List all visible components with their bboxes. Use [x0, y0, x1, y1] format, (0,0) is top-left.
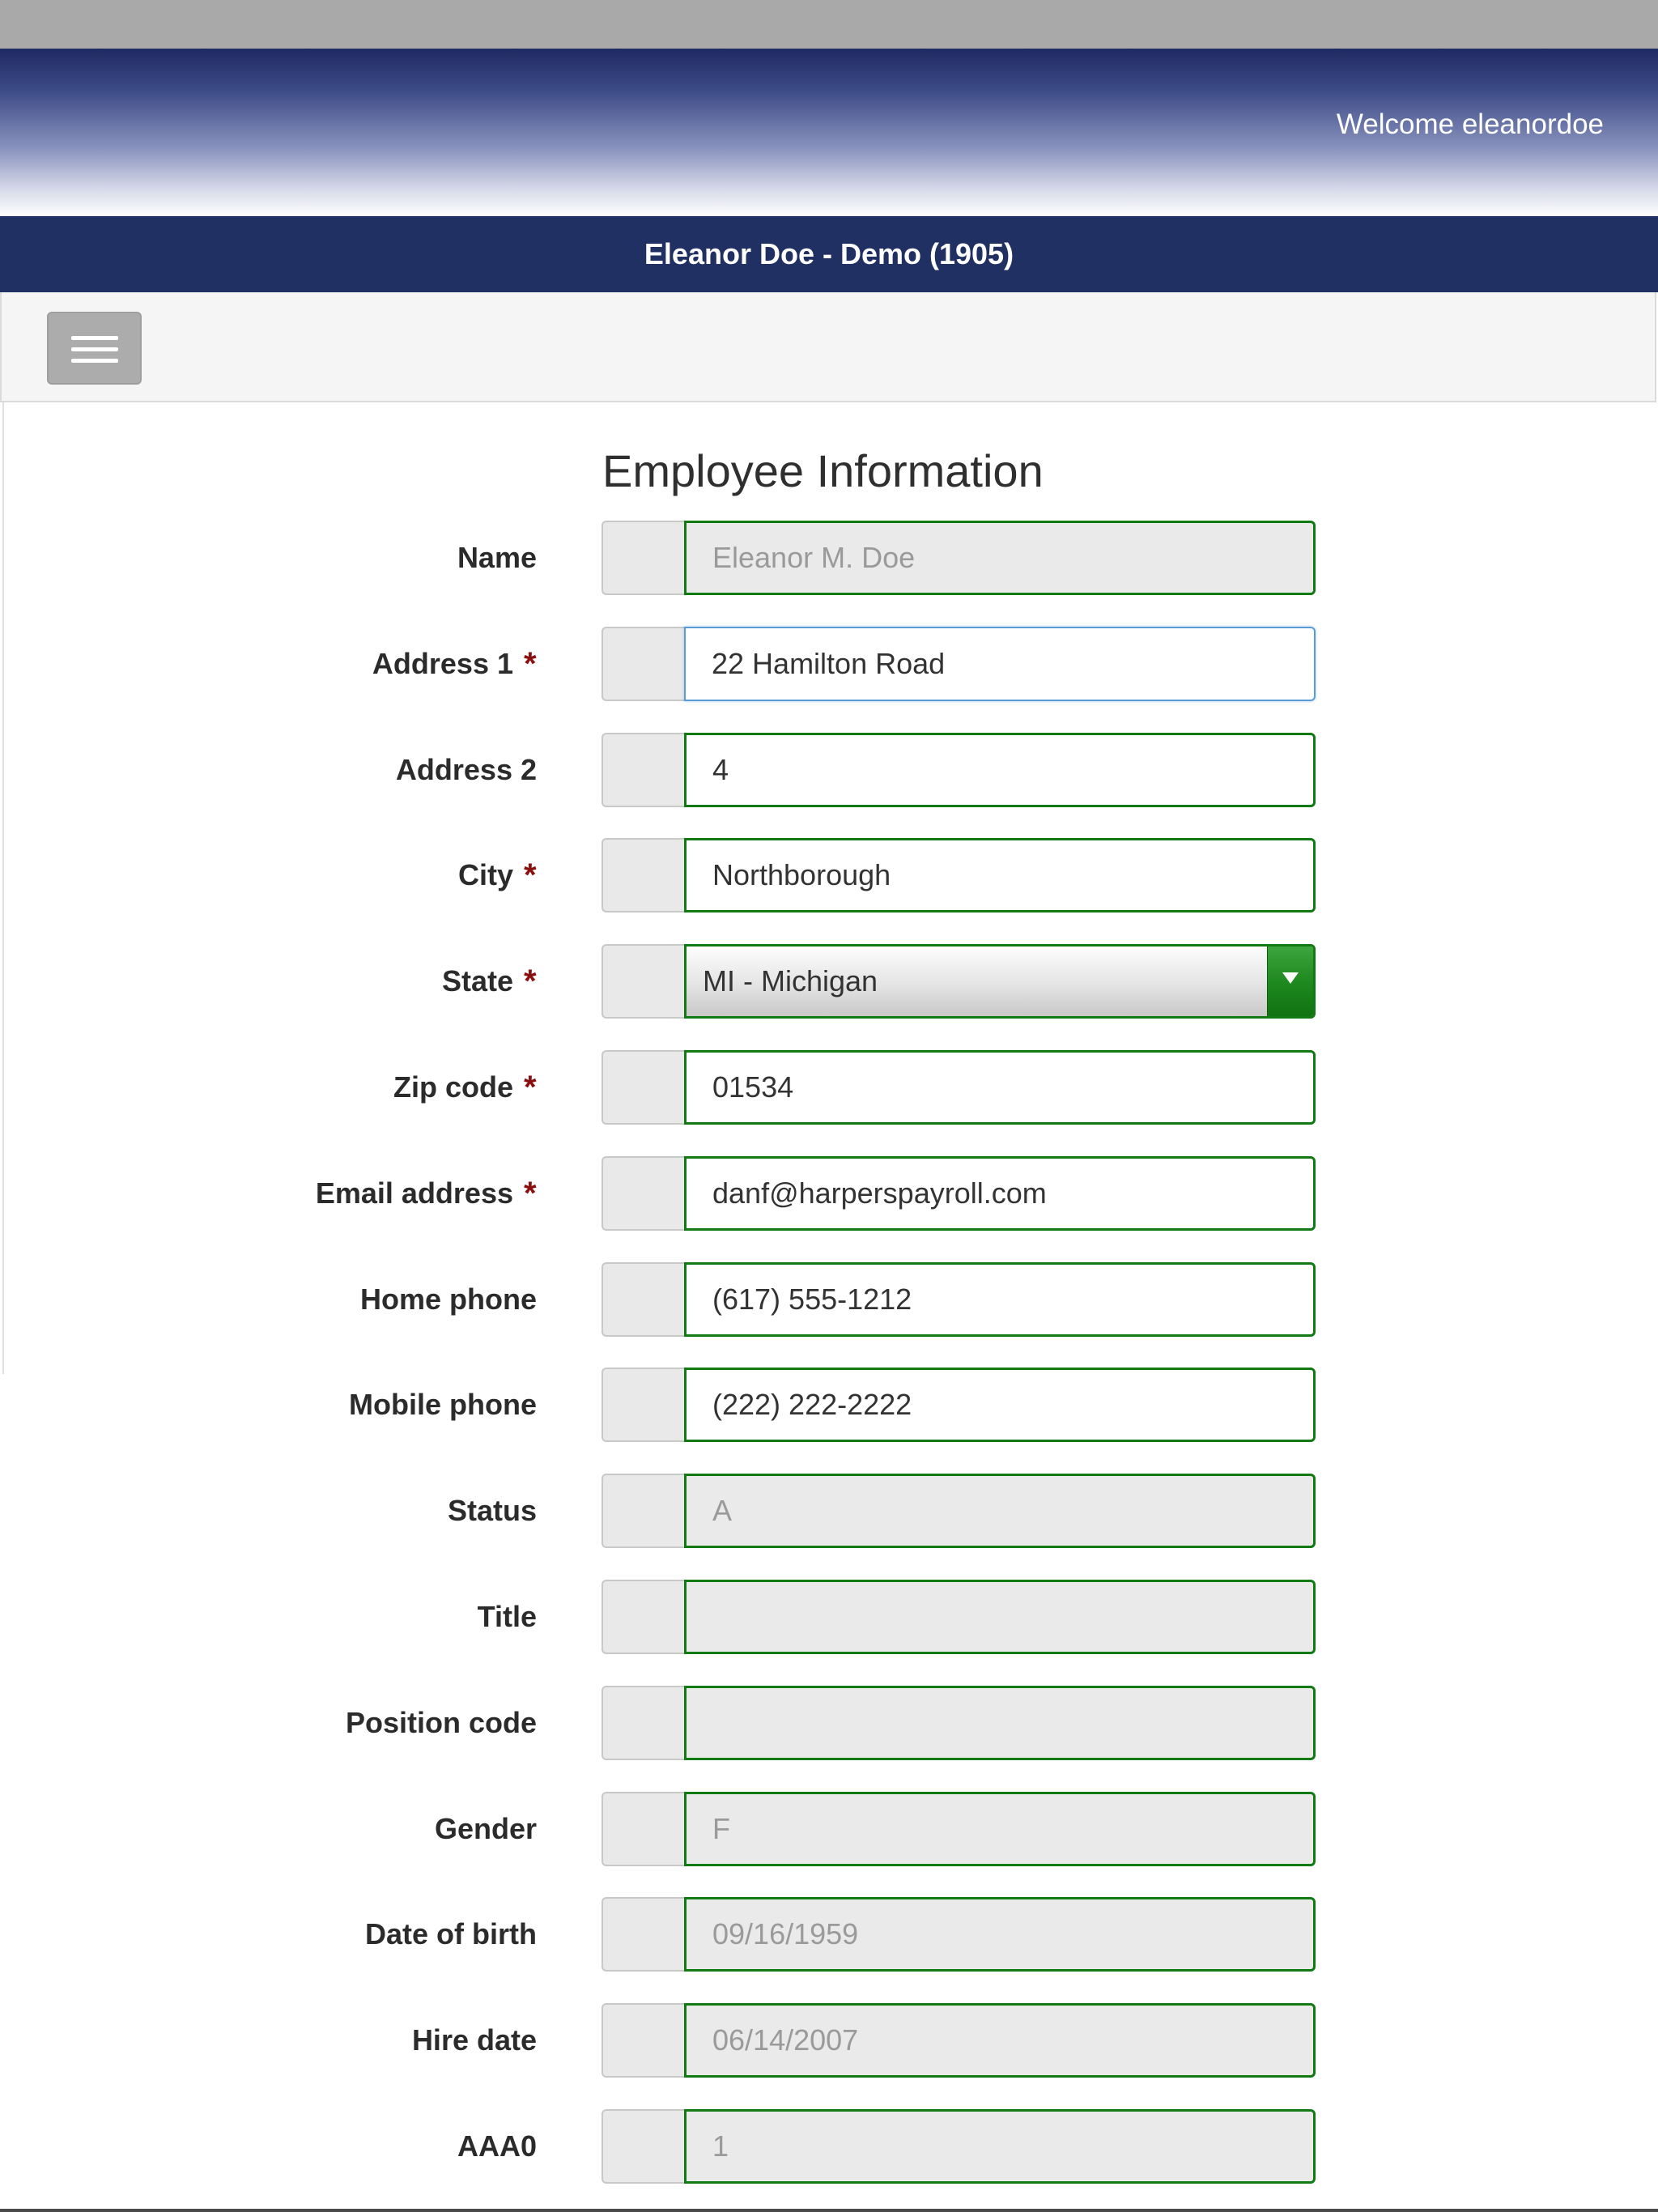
form-row-mobile-phone [0, 1368, 1658, 1442]
email-field[interactable] [684, 1156, 1316, 1231]
title-label: Title [477, 1600, 537, 1633]
form-row-zip [0, 1050, 1658, 1125]
state-dropdown-toggle[interactable] [1267, 946, 1313, 1016]
title-field[interactable] [684, 1580, 1316, 1654]
mobile-phone-label: Mobile phone [349, 1388, 537, 1421]
form-heading: Employee Information [602, 445, 1044, 496]
state-select[interactable] [684, 944, 1316, 1019]
email-label: Email address [315, 1176, 513, 1210]
home-phone-label: Home phone [359, 1283, 537, 1316]
address1-addon [602, 627, 686, 701]
state-selected-value: MI - Michigan [703, 964, 878, 998]
status-strip [0, 0, 1658, 49]
welcome-text: Welcome eleanordoe [1336, 108, 1604, 140]
position-code-label: Position code [345, 1706, 537, 1739]
hire-date-field[interactable] [684, 2003, 1316, 2078]
state-label: State [441, 964, 513, 998]
required-star: * [524, 1070, 537, 1105]
form-row-hire-date [0, 2003, 1658, 2078]
address1-label: Address 1 [372, 647, 513, 680]
top-banner [0, 49, 1658, 216]
email-addon [602, 1156, 686, 1231]
navbar [0, 292, 1656, 402]
form-row-home-phone [0, 1262, 1658, 1337]
home-phone-addon [602, 1262, 686, 1337]
position-code-field[interactable] [684, 1686, 1316, 1760]
gender-addon [602, 1792, 686, 1866]
required-star: * [524, 963, 537, 999]
name-addon [602, 521, 686, 595]
bottom-rule [0, 2209, 1658, 2212]
city-addon [602, 838, 686, 912]
dob-field[interactable] [684, 1897, 1316, 1972]
required-star: * [524, 857, 537, 893]
form-row-address1 [0, 627, 1658, 701]
city-field[interactable] [684, 838, 1316, 912]
status-field[interactable] [684, 1474, 1316, 1548]
status-addon [602, 1474, 686, 1548]
status-label: Status [447, 1494, 537, 1527]
gender-field[interactable] [684, 1792, 1316, 1866]
dob-label: Date of birth [365, 1917, 537, 1950]
form-row-address2 [0, 733, 1658, 807]
form-row-name [0, 521, 1658, 595]
name-field[interactable] [684, 521, 1316, 595]
caret-down-icon [1282, 972, 1299, 984]
zip-addon [602, 1050, 686, 1125]
form-row-status [0, 1474, 1658, 1548]
dob-addon [602, 1897, 686, 1972]
hamburger-menu-button[interactable] [47, 312, 142, 385]
state-addon [602, 944, 686, 1019]
form-row-title [0, 1580, 1658, 1654]
home-phone-field[interactable] [684, 1262, 1316, 1337]
zip-label: Zip code [393, 1070, 513, 1104]
hire-date-addon [602, 2003, 686, 2078]
address1-field[interactable] [684, 627, 1316, 701]
zip-field[interactable] [684, 1050, 1316, 1125]
city-label: City [457, 858, 513, 891]
position-code-addon [602, 1686, 686, 1760]
address2-label: Address 2 [395, 753, 537, 786]
form-row-email [0, 1156, 1658, 1231]
form-row-state [0, 944, 1658, 1019]
aaa0-label: AAA0 [457, 2129, 537, 2163]
form-row-position-code [0, 1686, 1658, 1760]
aaa0-field[interactable] [684, 2109, 1316, 2184]
title-addon [602, 1580, 686, 1654]
form-row-city [0, 838, 1658, 912]
required-star: * [524, 1176, 537, 1211]
aaa0-addon [602, 2109, 686, 2184]
required-star: * [524, 646, 537, 682]
hire-date-label: Hire date [411, 2023, 537, 2057]
gender-label: Gender [434, 1812, 537, 1845]
address2-addon [602, 733, 686, 807]
mobile-phone-field[interactable] [684, 1368, 1316, 1442]
mobile-phone-addon [602, 1368, 686, 1442]
form-row-gender [0, 1792, 1658, 1866]
form-row-dob [0, 1897, 1658, 1972]
page-title: Eleanor Doe - Demo (1905) [0, 216, 1658, 292]
form-row-aaa0 [0, 2109, 1658, 2184]
address2-field[interactable] [684, 733, 1316, 807]
name-label: Name [457, 541, 537, 574]
